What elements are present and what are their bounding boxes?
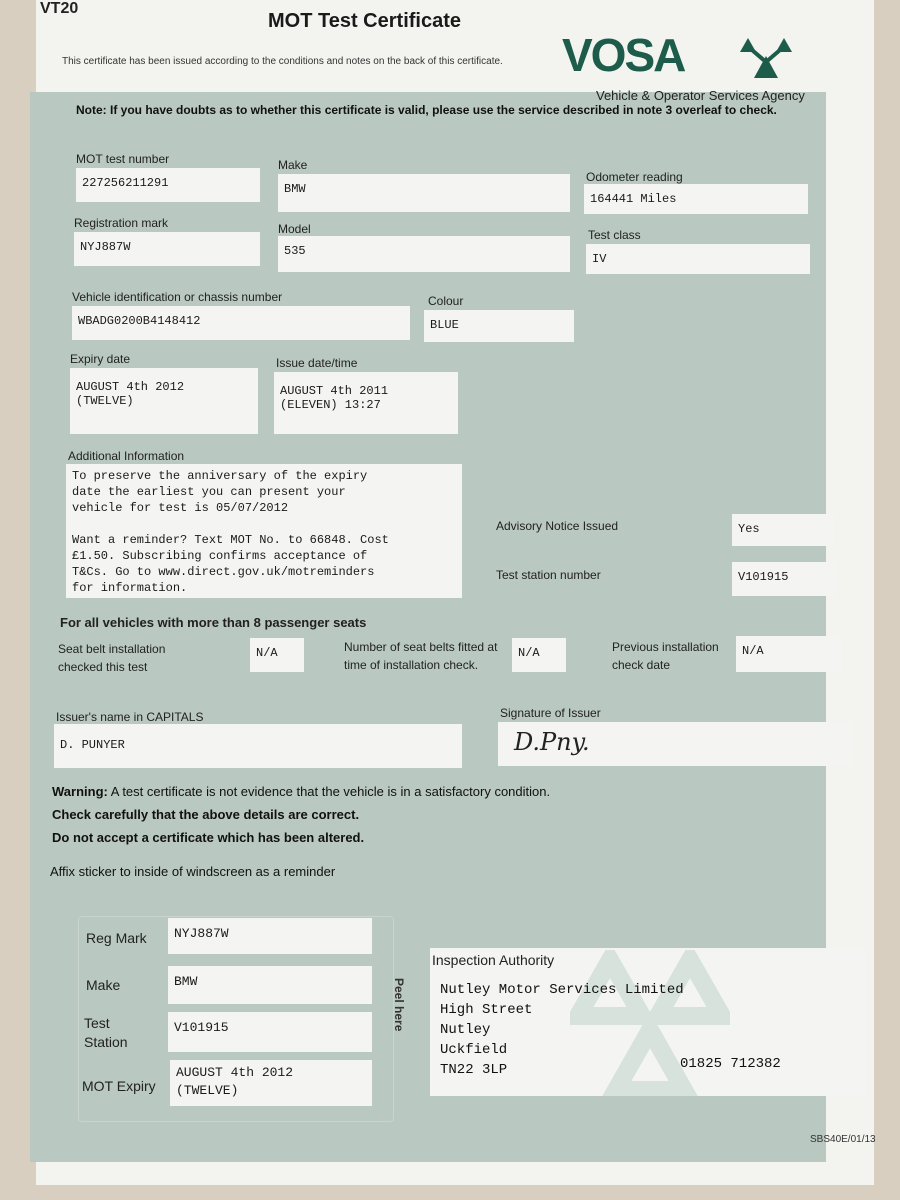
test-station-field: V101915 <box>732 562 836 596</box>
agency-name: Vehicle & Operator Services Agency <box>596 88 805 103</box>
sticker-reg-field: NYJ887W <box>168 918 372 954</box>
sticker-station-label: Test Station <box>84 1015 128 1050</box>
seats-heading: For all vehicles with more than 8 passenger seats <box>60 615 367 630</box>
sticker-expiry-field: AUGUST 4th 2012 (TWELVE) <box>170 1060 372 1106</box>
seatbelt-number-label: Number of seat belts fitted at time of installation check. <box>344 640 498 672</box>
issuer-name-label: Issuer's name in CAPITALS <box>56 710 204 724</box>
warning-text <box>52 784 550 799</box>
not-altered-text: Do not accept a certificate which has been altered. <box>52 830 365 845</box>
test-class-field: IV <box>586 244 810 274</box>
advisory-label: Advisory Notice Issued <box>496 519 619 533</box>
inspection-phone: 01825 712382 <box>680 1056 781 1072</box>
sticker-make-field: BMW <box>168 966 372 1004</box>
inspection-authority-title: Inspection Authority <box>432 952 555 968</box>
expiry-label: Expiry date <box>70 352 131 366</box>
issuer-signature: D.Pny. <box>514 728 590 756</box>
issuer-name-field: D. PUNYER <box>54 724 462 768</box>
page-title: MOT Test Certificate <box>268 10 461 32</box>
check-details-text: Check carefully that the above details are correct. <box>52 807 360 822</box>
form-code: VT20 <box>40 0 79 17</box>
expiry-field: AUGUST 4th 2012 (TWELVE) <box>70 368 258 434</box>
model-label: Model <box>278 222 311 236</box>
additional-info-field: To preserve the anniversary of the expiry date the earliest you can present your vehicle for test is 05/07/2012 Want a reminder? Text MOT No. to 66848. Cost £1.50. Subscribing confirms acceptance of T&Cs. Go to www.direct.gov.uk/motreminders for information. <box>66 464 462 598</box>
warning-body: A test certificate is not evidence that the vehicle is in a satisfactory condition. <box>110 784 551 799</box>
form-reference: SBS40E/01/13 <box>810 1134 876 1145</box>
sticker-station-field: V101915 <box>168 1012 372 1052</box>
test-station-label: Test station number <box>496 568 601 582</box>
sticker-reg-label: Reg Mark <box>86 930 147 946</box>
subtitle: This certificate has been issued according to the conditions and notes on the back of this certificate. <box>62 56 503 67</box>
colour-label: Colour <box>428 294 464 308</box>
test-class-label: Test class <box>588 228 641 242</box>
vin-field: WBADG0200B4148412 <box>72 306 410 340</box>
mot-test-number-label: MOT test number <box>76 152 170 166</box>
make-label: Make <box>278 158 308 172</box>
colour-field: BLUE <box>424 310 574 342</box>
make-field: BMW <box>278 174 570 212</box>
vosa-triangles-icon <box>738 36 794 84</box>
inspection-address: Nutley Motor Services Limited High Street Nutley Uckfield TN22 3LP <box>440 982 684 1078</box>
warning-label: Warning: <box>52 784 108 799</box>
registration-label: Registration mark <box>74 216 169 230</box>
affix-sticker-text: Affix sticker to inside of windscreen as a reminder <box>50 864 336 879</box>
vosa-logo: VOSA <box>562 29 685 81</box>
mot-test-number-field: 227256211291 <box>76 168 260 202</box>
previous-check-field: N/A <box>736 636 842 672</box>
seatbelt-installation-field: N/A <box>250 638 304 672</box>
odometer-field: 164441 Miles <box>584 184 808 214</box>
registration-field: NYJ887W <box>74 232 260 266</box>
advisory-field: Yes <box>732 514 834 546</box>
validity-note: Note: If you have doubts as to whether this certificate is valid, please use the service described in note 3 overleaf to check. <box>76 103 777 117</box>
additional-label: Additional Information <box>68 449 185 463</box>
issue-label: Issue date/time <box>276 356 358 370</box>
peel-here-label[interactable]: Peel here <box>392 978 406 1032</box>
model-field: 535 <box>278 236 570 272</box>
seatbelt-installation-label: Seat belt installation checked this test <box>58 642 166 674</box>
odometer-label: Odometer reading <box>586 170 683 184</box>
signature-label: Signature of Issuer <box>500 706 601 720</box>
previous-check-label: Previous installation check date <box>612 640 719 672</box>
vin-label: Vehicle identification or chassis number <box>72 290 283 304</box>
sticker-make-label: Make <box>86 977 121 993</box>
seatbelt-number-field: N/A <box>512 638 566 672</box>
sticker-expiry-label: MOT Expiry <box>82 1078 156 1094</box>
issue-field: AUGUST 4th 2011 (ELEVEN) 13:27 <box>274 372 458 434</box>
